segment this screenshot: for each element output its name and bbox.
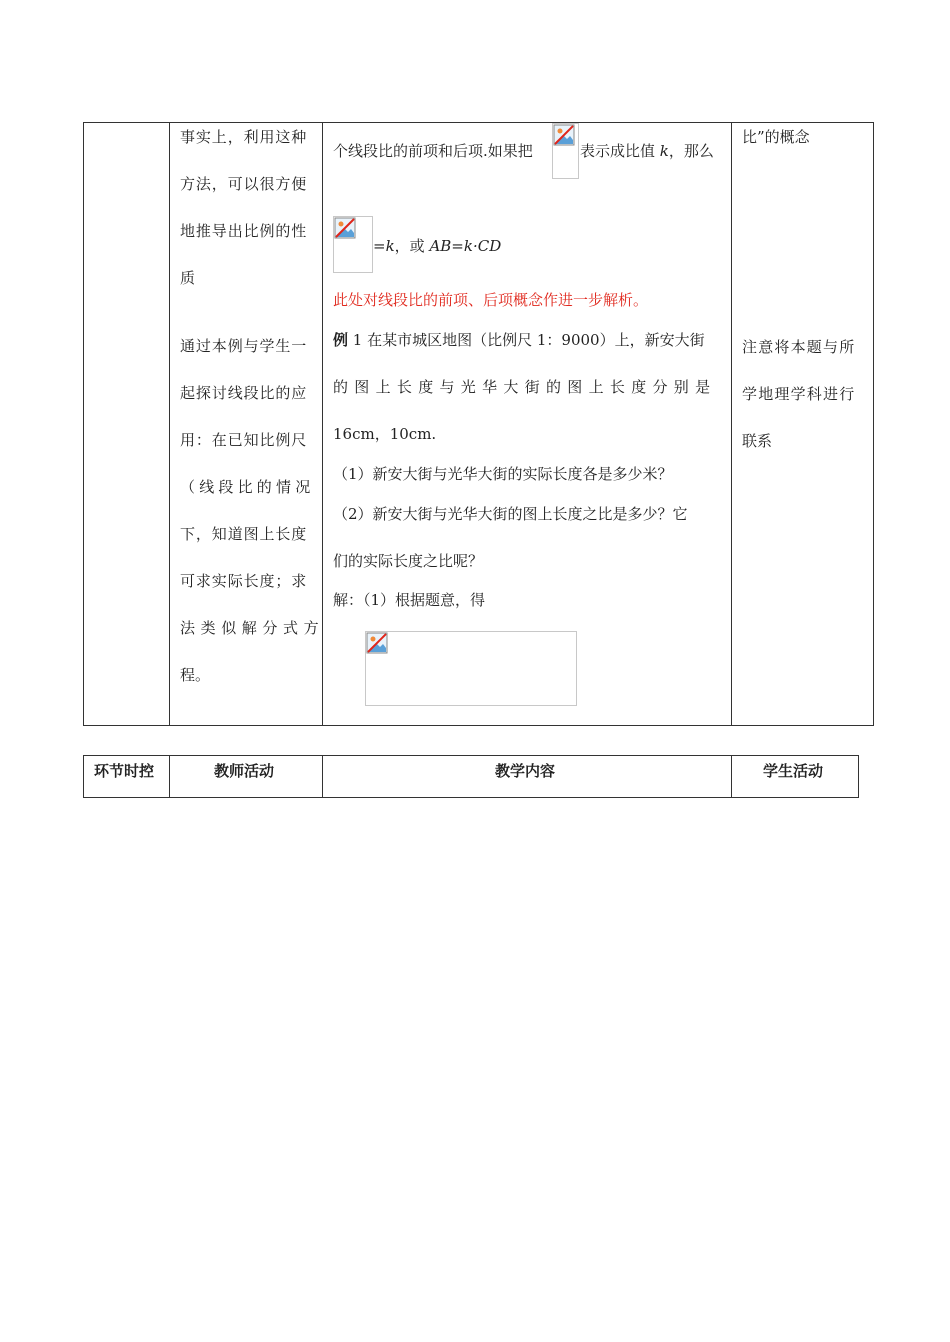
text-line: （线段比的情况 [180,478,315,496]
text-line: 学地理学科进行 [742,385,856,403]
text-line: 事实上，利用这种 [180,128,308,146]
question-1: （1）新安大街与光华大街的实际长度各是多少米？ [333,465,673,483]
table-bottom-border [83,725,874,726]
formula-line: =k，或 AB=k·CD [373,237,502,255]
text-line: 注意将本题与所 [742,338,856,356]
table-border [169,755,170,798]
text-line: 可求实际长度；求 [180,572,308,590]
text-line: 起探讨线段比的应 [180,384,308,402]
table-border [169,122,170,726]
table-border [83,122,84,726]
column-header-content: 教学内容 [495,762,556,780]
question-2: （2）新安大街与光华大街的图上长度之比是多少？它 [333,505,688,523]
text-line: 方法，可以很方便 [180,175,308,193]
table-top-border [83,755,859,756]
table-border [858,755,859,798]
text-line: 的图上长度与光华大街的图上长度分别是 [333,378,717,396]
text-line: 下，知道图上长度 [180,525,308,543]
text-line: 表示成比值 k，那么 [580,142,714,160]
text-line: 通过本例与学生一 [180,337,308,355]
text-line: 们的实际长度之比呢？ [333,552,484,570]
text-line: 比”的概念 [742,128,810,146]
table-border [322,755,323,798]
table-top-border [83,122,874,123]
text-line: 16cm，10cm. [333,425,437,443]
table-border [731,122,732,726]
column-header-teacher: 教师活动 [214,762,275,780]
column-header-student: 学生活动 [763,762,824,780]
column-header-time: 环节时控 [94,762,155,780]
broken-image-icon [365,631,577,706]
table-border [731,755,732,798]
broken-image-icon [333,216,373,273]
text-line: 联系 [742,432,773,450]
table-border [873,122,874,726]
text-line: 法类似解分式方 [180,619,325,637]
table-border [83,755,84,798]
text-line: 程。 [180,666,211,684]
text-line: 地推导出比例的性 [180,222,308,240]
table-bottom-border [83,797,859,798]
text-line: 用：在已知比例尺 [180,431,308,449]
text-line: 质 [180,269,196,287]
broken-image-icon [552,123,579,179]
solution-line: 解：（1）根据题意，得 [333,591,486,609]
teacher-note: 此处对线段比的前项、后项概念作进一步解析。 [333,291,649,309]
text-line: 个线段比的前项和后项.如果把 [333,142,533,160]
example-heading: 例 1 在某市城区地图（比例尺 1：9000）上，新安大街 [333,331,705,349]
